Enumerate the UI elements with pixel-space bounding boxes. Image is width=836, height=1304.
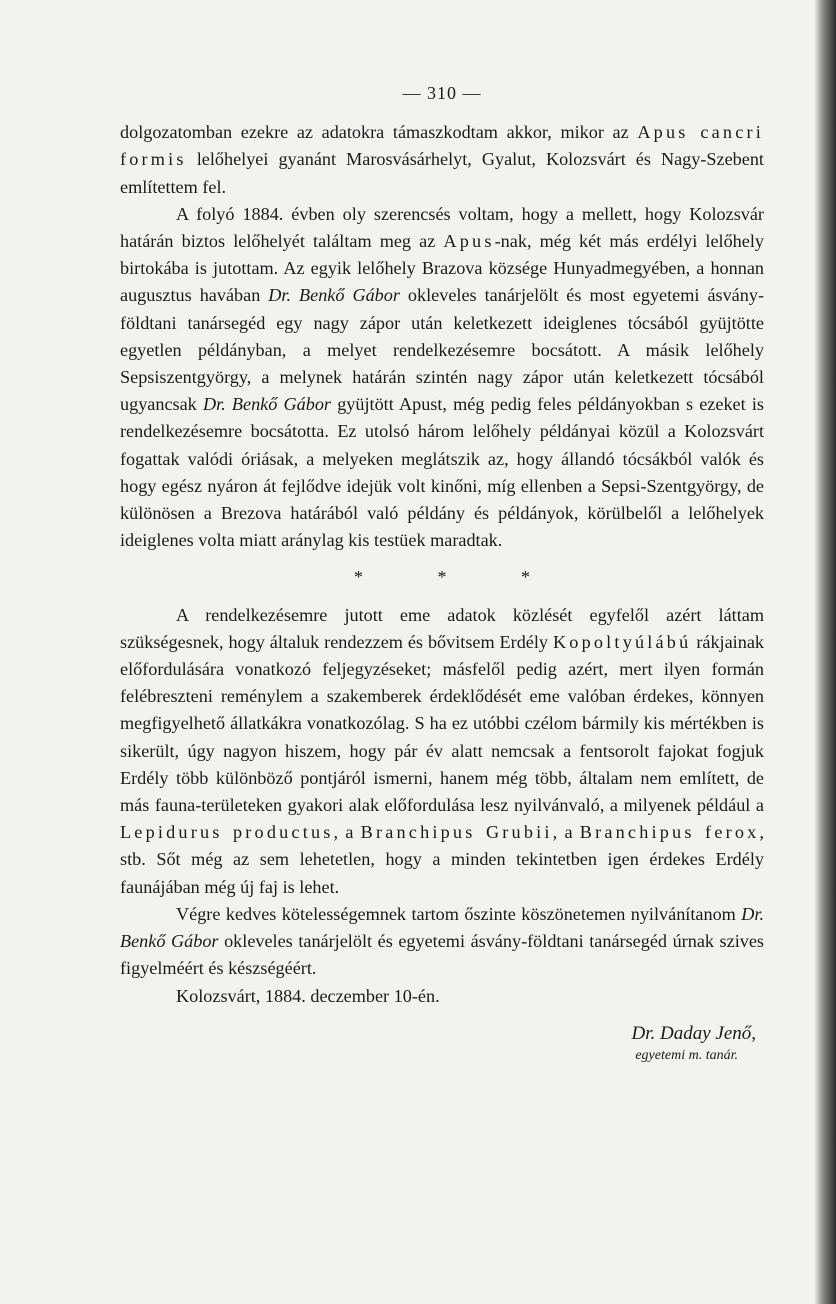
italic-name: Dr. Benkő Gábor [268,285,400,306]
signature-block [120,1022,764,1066]
text-run: A rendelkezésemre jutott eme adatok közlését egyfelől azért láttam szükségesnek, hogy általuk rendezzem és bővitsem Erdély [120,604,764,652]
spaced-term: Kopoltyúlábú [552,631,692,652]
author-name: Dr. Daday Jenő, [631,1022,756,1044]
text-run: Kolozsvárt, 1884. deczember 10-én. [176,985,440,1006]
paragraph [120,602,764,901]
text-run: Végre kedves kötelességemnek tartom őszinte köszönetemen nyilvánítanom [176,903,742,924]
italic-name: Dr. Benkő Gábor [202,394,332,415]
spaced-term: Apus cancri formis [120,122,764,170]
page-content [120,80,764,1066]
text-run: , a [333,822,361,843]
spaced-term: Apus [443,231,495,252]
section-separator: * * * [354,567,530,588]
text-run: okleveles tanárjelölt és most egyetemi ásvány-földtani tanársegéd egy nagy zápor után keletkezett ideiglenes tócsából gyüjtötte egyetlen példányban, a melyet rendelkezésemre bocsátott. A másik lelőhely Sepsiszentgyörgy, a melynek határán szintén nagy zápor után keletkezett tócsából ugyancsak [120,285,764,415]
text-run: lelőhelyei gyanánt Marosvásárhelyt, Gyalut, Kolozsvárt és Nagy-Szebent említettem fel. [120,149,764,197]
text-run: , a [552,822,580,843]
text-run: okleveles tanárjelölt és egyetemi ásvány-földtani tanársegéd úrnak szives figyelméért és készségéért. [120,931,765,979]
paragraph [120,119,764,201]
paragraph [120,901,764,983]
text-run: , stb. Sőt még az sem lehetetlen, hogy a minden tekintetben igen érdekes Erdély faunájában még új faj is lehet. [120,822,764,897]
text-run: A folyó 1884. évben oly szerencsés voltam, hogy a mellett, hogy Kolozsvár határán biztos lelőhelyét találtam meg az [120,203,764,252]
page-number: — 310 — [402,83,482,103]
spaced-term: Branchipus ferox [579,822,760,843]
dateline [120,983,764,1010]
text-block-2 [120,602,764,1010]
page-edge-shadow [814,0,836,1304]
italic-name: Dr. Benkő Gábor [120,903,764,952]
author-title: egyetemi m. tanár. [635,1047,738,1063]
text-block-1 [120,119,764,554]
paragraph [120,201,764,555]
spaced-term: Lepidurus productus [120,822,334,843]
text-run: rákjainak előfordulására vonatkozó feljegyzéseket; másfelől pedig azért, mert ilyen formán felébreszteni reménylem a szakemberek érdeklődését eme valóban érdekes, könnyen megfigyelhető állatkákra vonatkozólag. S ha ez utóbbi czélom bármily kis mértékben is sikerült, úgy nagyon hiszem, hogy pár év alatt nemcsak a fentsorolt fajokat fogjuk Erdély több különböző pontjáról ismerni, hanem még több, általam nem említett, de más fauna-területeken gyakori alak előfordulása lesz nyilvánvaló, a milyenek például a [120,631,764,816]
text-run: -nak, még két más erdélyi lelőhely birtokába is jutottam. Az egyik lelőhely Brazova községe Hunyadmegyében, a honnan augusztus havában [120,231,764,306]
text-run: gyüjtött Apust, még pedig feles példányokban s ezeket is rendelkezésemre bocsátotta. Ez utolsó három lelőhely példányai közül a Kolozsvárt fogattak valódi óriásak, a melyeken meglátszik az, hogy állandó tócsákból valók és hogy egész nyáron át fejlődve idejük volt kinőni, míg ellenben a Sepsi-Szentgyörgy, de különösen a Brezova határából való példány és példányok, körülbelől a lelőhelyek ideiglenes volta miatt aránylag kis testüek maradtak. [120,394,764,551]
text-run: dolgozatomban ezekre az adatokra támaszkodtam akkor, mikor az [120,122,638,143]
spaced-term: Branchipus Grubii [360,822,553,843]
